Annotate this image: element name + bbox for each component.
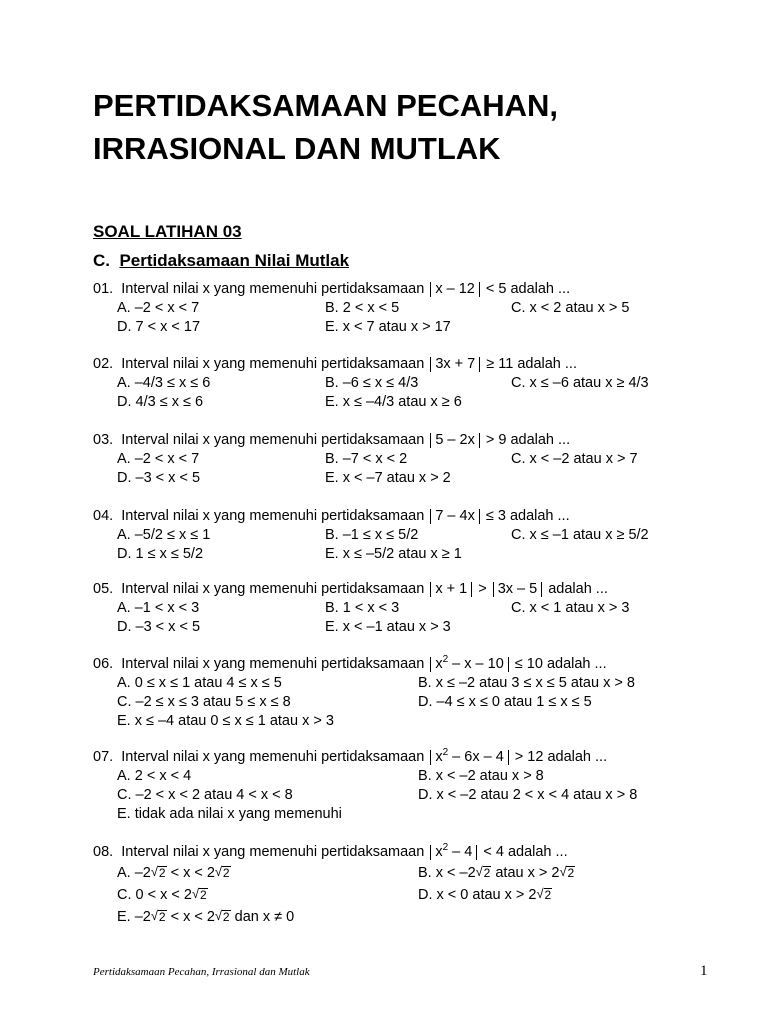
stem-text: Interval nilai x yang memenuhi pertidaksamaan bbox=[121, 508, 425, 524]
stem-text: Interval nilai x yang memenuhi pertidaksamaan bbox=[121, 356, 425, 372]
stem-condition: ≤ 3 adalah ... bbox=[485, 508, 570, 524]
question-07 bbox=[93, 748, 703, 824]
section-label: Pertidaksamaan Nilai Mutlak bbox=[119, 251, 350, 270]
option-a: A. 0 ≤ x ≤ 1 atau 4 ≤ x ≤ 5 bbox=[117, 675, 282, 691]
document-title: PERTIDAKSAMAAN PECAHAN, IRRASIONAL DAN MUTLAK bbox=[93, 88, 559, 166]
question-03 bbox=[93, 431, 703, 488]
option-b: B. –1 ≤ x ≤ 5/2 bbox=[325, 527, 419, 543]
stem-condition: ≥ 11 adalah ... bbox=[486, 356, 577, 372]
question-stem bbox=[93, 280, 703, 299]
question-06 bbox=[93, 655, 703, 731]
question-number: 04. bbox=[93, 508, 114, 524]
question-stem bbox=[93, 355, 703, 374]
option-a: A. –1 < x < 3 bbox=[117, 600, 200, 616]
sqrt-symbol: √ 2 bbox=[544, 888, 553, 902]
question-number: 07. bbox=[93, 749, 114, 765]
option-a: A. 2 < x < 4 bbox=[117, 768, 192, 784]
stem-text: Interval nilai x yang memenuhi pertidaksamaan bbox=[121, 656, 425, 672]
option-a: A. –4/3 ≤ x ≤ 6 bbox=[117, 375, 211, 391]
option-d: D. x < 0 atau x > 2√ 2 bbox=[418, 884, 552, 906]
stem-text: Interval nilai x yang memenuhi pertidaksamaan bbox=[121, 432, 425, 448]
question-number: 03. bbox=[93, 432, 114, 448]
question-08 bbox=[93, 843, 703, 928]
stem-text: Interval nilai x yang memenuhi pertidaksamaan bbox=[121, 581, 425, 597]
option-c: C. x ≤ –6 atau x ≥ 4/3 bbox=[511, 375, 649, 391]
option-c: C. x < –2 atau x > 7 bbox=[511, 451, 638, 467]
stem-condition: < 4 adalah ... bbox=[483, 844, 568, 860]
option-a: A. –2 < x < 7 bbox=[117, 451, 200, 467]
question-stem bbox=[93, 580, 703, 599]
sqrt-symbol: √ 2 bbox=[483, 866, 492, 880]
section-letter: C. bbox=[93, 251, 110, 270]
option-d: D. –3 < x < 5 bbox=[117, 470, 201, 486]
question-stem bbox=[93, 507, 703, 526]
option-b: B. 2 < x < 5 bbox=[325, 300, 400, 316]
option-c: C. –2 < x < 2 atau 4 < x < 8 bbox=[117, 787, 293, 803]
stem-condition: < 5 adalah ... bbox=[485, 281, 571, 297]
question-05 bbox=[93, 580, 703, 637]
sqrt-symbol: √ 2 bbox=[222, 910, 231, 924]
sqrt-symbol: √ 2 bbox=[199, 888, 208, 902]
absolute-value-expression: x + 1 bbox=[430, 582, 472, 597]
option-c: C. x ≤ –1 atau x ≥ 5/2 bbox=[511, 527, 649, 543]
sqrt-symbol: √ 2 bbox=[158, 866, 167, 880]
option-e: E. x ≤ –4 atau 0 ≤ x ≤ 1 atau x > 3 bbox=[117, 713, 334, 729]
question-number: 02. bbox=[93, 356, 114, 372]
option-e: E. x ≤ –4/3 atau x ≥ 6 bbox=[325, 394, 462, 410]
comparison-sign: > bbox=[478, 581, 487, 597]
option-d: D. 4/3 ≤ x ≤ 6 bbox=[117, 394, 204, 410]
question-stem bbox=[93, 431, 703, 450]
stem-text: Interval nilai x yang memenuhi pertidaksamaan bbox=[121, 844, 425, 860]
option-d: D. –3 < x < 5 bbox=[117, 619, 201, 635]
option-b: B. x ≤ –2 atau 3 ≤ x ≤ 5 atau x > 8 bbox=[418, 675, 635, 691]
option-a: A. –5/2 ≤ x ≤ 1 bbox=[117, 527, 211, 543]
option-d: D. 1 ≤ x ≤ 5/2 bbox=[117, 546, 204, 562]
absolute-value-expression: 7 – 4x bbox=[430, 509, 480, 524]
option-b: B. –6 ≤ x ≤ 4/3 bbox=[325, 375, 419, 391]
option-c: C. x < 1 atau x > 3 bbox=[511, 600, 630, 616]
option-d: D. 7 < x < 17 bbox=[117, 319, 201, 335]
question-stem bbox=[93, 748, 703, 767]
absolute-value-expression: $x^2$ – x – 10 bbox=[430, 657, 508, 672]
option-c: C. 0 < x < 2√ 2 bbox=[117, 884, 208, 906]
absolute-value-expression: x – 12 bbox=[430, 282, 480, 297]
stem-condition: adalah ... bbox=[548, 581, 608, 597]
exercise-heading: SOAL LATIHAN 03 bbox=[93, 222, 242, 241]
absolute-value-expression: 3x + 7 bbox=[430, 357, 480, 372]
sqrt-symbol: √ 2 bbox=[222, 866, 231, 880]
section-heading bbox=[93, 251, 349, 271]
option-e: E. tidak ada nilai x yang memenuhi bbox=[117, 806, 342, 822]
option-b: B. x < –2√ 2 atau x > 2√ 2 bbox=[418, 862, 575, 884]
question-02 bbox=[93, 355, 703, 412]
option-a: A. –2√ 2 < x < 2√ 2 bbox=[117, 862, 231, 884]
question-number: 05. bbox=[93, 581, 114, 597]
question-stem bbox=[93, 843, 703, 862]
option-e: E. x < –1 atau x > 3 bbox=[325, 619, 451, 635]
absolute-value-expression: 5 – 2x bbox=[430, 433, 480, 448]
stem-condition: > 12 adalah ... bbox=[514, 749, 608, 765]
question-number: 06. bbox=[93, 656, 114, 672]
stem-condition: > 9 adalah ... bbox=[485, 432, 571, 448]
option-d: D. –4 ≤ x ≤ 0 atau 1 ≤ x ≤ 5 bbox=[418, 694, 592, 710]
question-number: 08. bbox=[93, 844, 114, 860]
question-01 bbox=[93, 280, 703, 337]
option-e: E. –2√ 2 < x < 2√ 2 dan x ≠ 0 bbox=[117, 906, 294, 928]
absolute-value-expression: $x^2 - 6x - 4$ bbox=[430, 750, 508, 765]
option-e: E. x < 7 atau x > 17 bbox=[325, 319, 451, 335]
absolute-value-expression-2: 3x – 5 bbox=[493, 582, 543, 597]
option-a: A. –2 < x < 7 bbox=[117, 300, 200, 316]
stem-text: Interval nilai x yang memenuhi pertidaksamaan bbox=[121, 749, 425, 765]
footer-title: Pertidaksamaan Pecahan, Irrasional dan Mutlak bbox=[93, 966, 310, 978]
stem-text: Interval nilai x yang memenuhi pertidaksamaan bbox=[121, 281, 425, 297]
stem-condition: ≤ 10 adalah ... bbox=[514, 656, 607, 672]
question-number: 01. bbox=[93, 281, 114, 297]
option-c: C. x < 2 atau x > 5 bbox=[511, 300, 630, 316]
question-stem bbox=[93, 655, 703, 674]
option-b: B. –7 < x < 2 bbox=[325, 451, 408, 467]
option-e: E. x < –7 atau x > 2 bbox=[325, 470, 451, 486]
option-b: B. x < –2 atau x > 8 bbox=[418, 768, 544, 784]
question-04 bbox=[93, 507, 703, 564]
absolute-value-expression: $x^2 - 4$ bbox=[430, 845, 477, 860]
option-c: C. –2 ≤ x ≤ 3 atau 5 ≤ x ≤ 8 bbox=[117, 694, 291, 710]
option-e: E. x ≤ –5/2 atau x ≥ 1 bbox=[325, 546, 462, 562]
option-d: D. x < –2 atau 2 < x < 4 atau x > 8 bbox=[418, 787, 638, 803]
sqrt-symbol: √ 2 bbox=[566, 866, 575, 880]
page-number: 1 bbox=[700, 963, 708, 979]
sqrt-symbol: √ 2 bbox=[158, 910, 167, 924]
option-b: B. 1 < x < 3 bbox=[325, 600, 400, 616]
